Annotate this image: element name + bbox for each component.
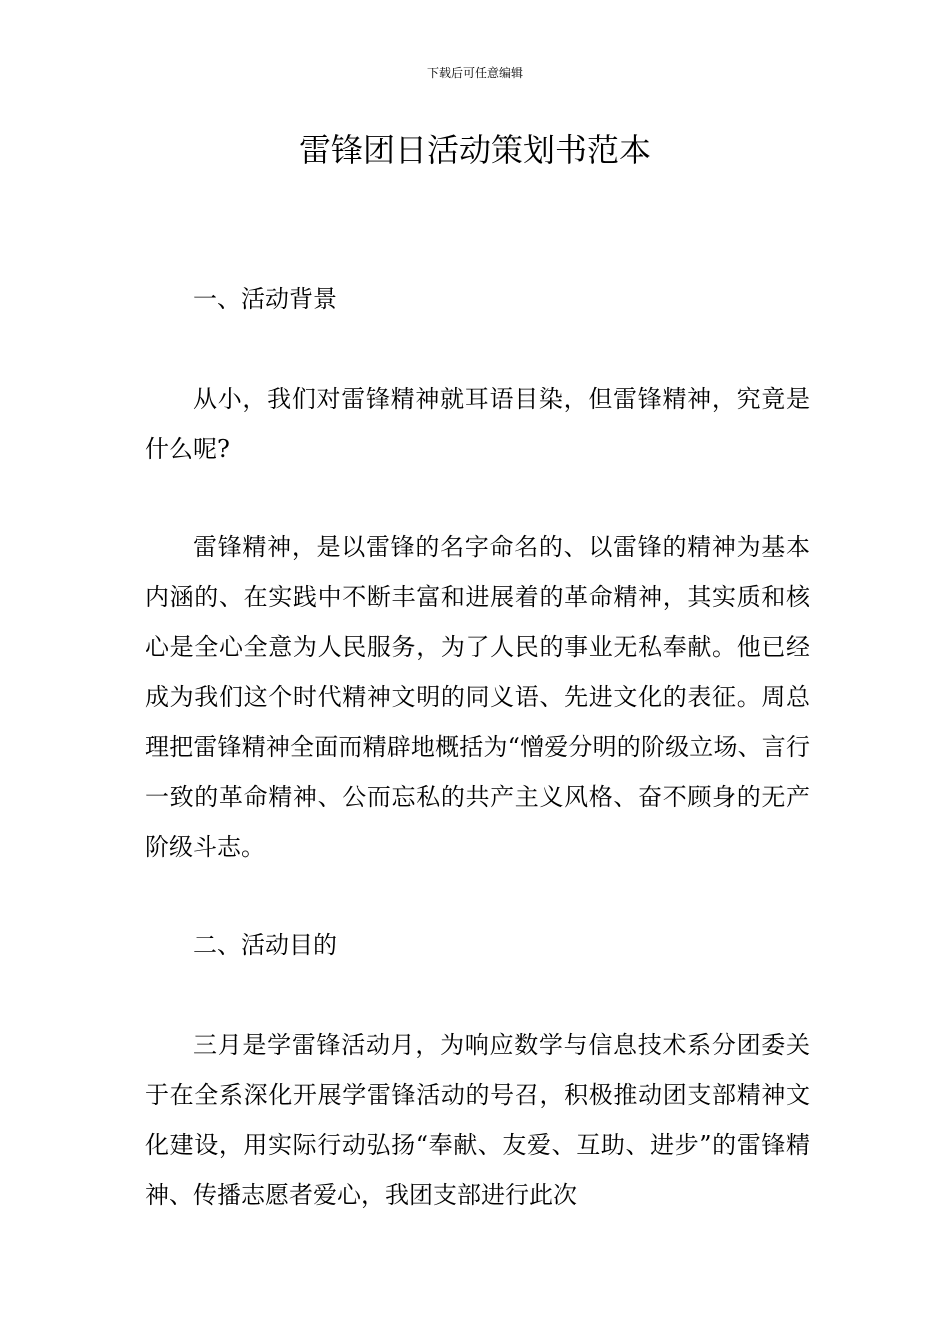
paragraph-leifeng-spirit: 雷锋精神，是以雷锋的名字命名的、以雷锋的精神为基本内涵的、在实践中不断丰富和进展着的革命精神，其实质和核心是全心全意为人民服务，为了人民的事业无私奉献。他已经成为我们这个时代精神文明的同义语、先进文化的表征。周总理把雷锋精神全面而精辟地概括为“憎爱分明的阶级立场、言行一致的革命精神、公而忘私的共产主义风格、奋不顾身的无产阶级斗志。 — [145, 533, 810, 861]
paragraph-background-question: 从小，我们对雷锋精神就耳语目染，但雷锋精神，究竟是什么呢? — [145, 385, 810, 463]
section-heading-background: 一、活动背景 — [193, 285, 337, 313]
section-heading-purpose: 二、活动目的 — [193, 931, 337, 959]
paragraph-purpose: 三月是学雷锋活动月，为响应数学与信息技术系分团委关于在全系深化开展学雷锋活动的号召，积极推动团支部精神文化建设，用实际行动弘扬“奉献、友爱、互助、进步”的雷锋精神、传播志愿者爱心，我团支部进行此次 — [145, 1031, 810, 1209]
header-note: 下载后可任意编辑 — [426, 66, 523, 80]
document-title: 雷锋团日活动策划书范本 — [298, 131, 651, 169]
